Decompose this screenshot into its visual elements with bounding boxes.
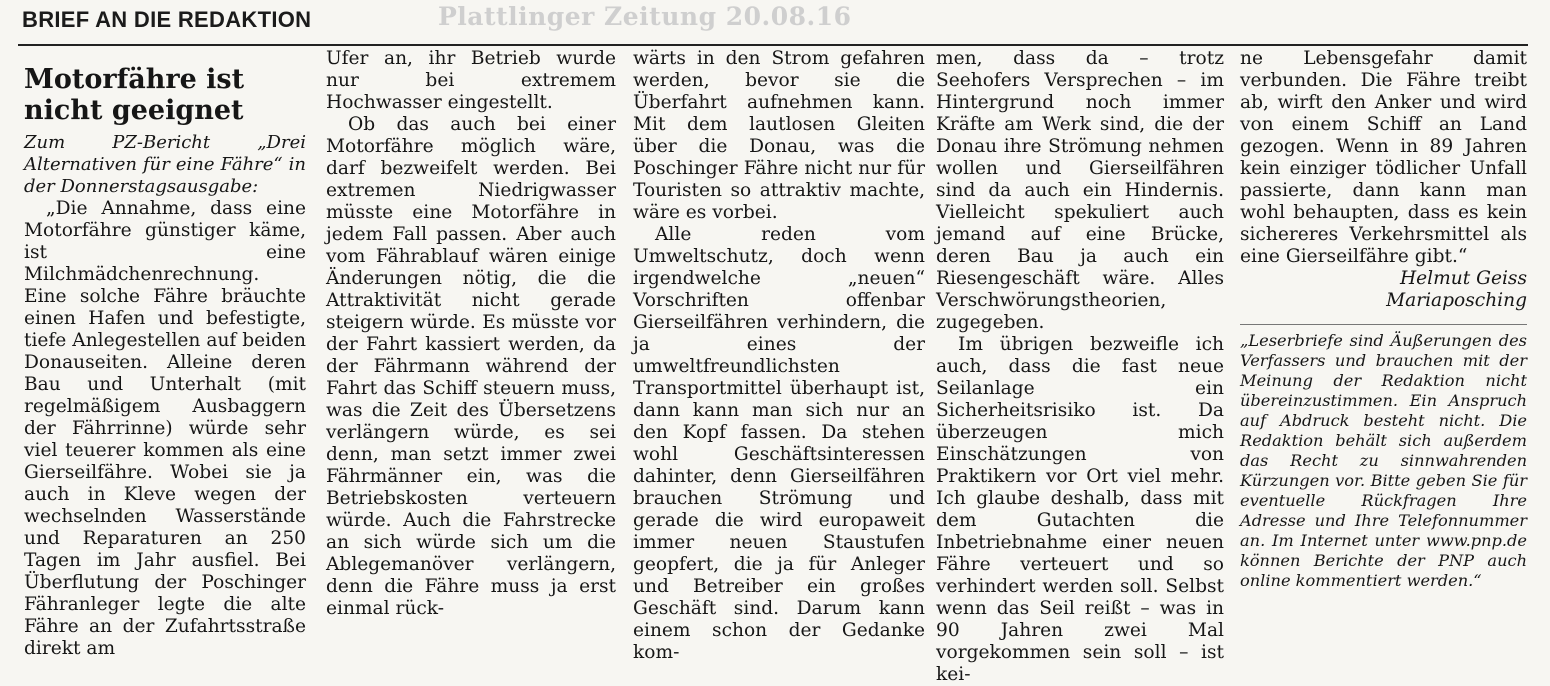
body-paragraph: Ob das auch bei einer Motorfähre möglich wäre, darf bezweifelt werden. Bei extremen Niedrigwasser müsste eine Motorfähre in jedem Fall passen. Aber auch vom Fährablauf wären einige Änderungen nötig, die die Attraktivität nicht gerade steigern würde. Es müsste vor der Fahrt kassiert werden, da der Fährmann während der Fahrt das Schiff steuern muss, was die Zeit des Übersetzens verlängern würde, es sei denn, man setzt immer zwei Fährmänner ein, was die Betriebskosten verteuern würde. Auch die Fahrstrecke an sich würde sich um die Ablegemanöver verlängern, denn die Fähre muss ja erst einmal rück- [326, 114, 616, 619]
article-column-5 [1240, 48, 1527, 591]
source-watermark: Plattlinger Zeitung 20.08.16 [438, 2, 852, 31]
article-column-3 [633, 48, 925, 664]
article-column-4 [936, 48, 1224, 686]
body-paragraph: Alle reden vom Umweltschutz, doch wenn irgendwelche „neuen“ Vorschriften offenbar Gierseilfähren verhindern, die ja eines der umweltfreundlichsten Transportmittel überhaupt ist, dann kann man sich nur an den Kopf fassen. Da stehen wohl Geschäftsinteressen dahinter, denn Gierseilfähren brauchen Strömung und gerade die wird europaweit immer neuen Staustufen geopfert, die ja für Anleger und Betreiber ein großes Geschäft sind. Darum kann einem schon der Gedanke kom- [633, 224, 925, 663]
author-place: Mariaposching [1386, 290, 1527, 311]
disclaimer-rule [1240, 324, 1527, 325]
body-paragraph: men, dass da – trotz Seehofers Versprechen – im Hintergrund noch immer Kräfte am Werk sind, die der Donau ihre Strömung nehmen wollen und Gierseilfähren sind da auch ein Hindernis. Vielleicht spekuliert auch jemand auf eine Brücke, deren Bau ja auch ein Riesengeschäft wäre. Alles Verschwörungstheorien, zugegeben. [936, 48, 1224, 333]
body-paragraph: „Die Annahme, dass eine Motorfähre günstiger käme, ist eine Milchmädchenrechnung. Eine solche Fähre bräuchte einen Hafen und befestigte, tiefe Anlegestellen auf beiden Donauseiten. Alleine deren Bau und Unterhalt (mit regelmäßigem Ausbaggern der Fährrinne) würde sehr viel teuerer kommen als eine Gierseilfähre. Wobei sie ja auch in Kleve wegen der wechselnden Wasserstände und Reparaturen an 250 Tagen im Jahr ausfiel. Bei Überflutung der Poschinger Fähranleger legte die alte Fähre an der Zufahrtsstraße direkt am [24, 198, 306, 659]
headline-line-1: Motorfähre ist [24, 64, 245, 95]
article-column-1 [24, 48, 306, 660]
article-headline [24, 64, 306, 126]
headline-line-2: nicht geeignet [24, 95, 244, 126]
article-intro: Zum PZ-Bericht „Drei Alternativen für eine Fähre“ in der Donnerstagsausgabe: [24, 132, 306, 197]
clipping-header [18, 0, 1528, 44]
body-paragraph: wärts in den Strom gefahren werden, bevor sie die Überfahrt aufnehmen kann. Mit dem lautlosen Gleiten über die Donau, was die Poschinger Fähre nicht nur für Touristen so attraktiv machte, wäre es vorbei. [633, 48, 925, 223]
author-name: Helmut Geiss [1399, 268, 1527, 289]
article-column-2 [326, 48, 616, 620]
disclaimer-note: „Leserbriefe sind Äußerungen des Verfassers und brauchen mit der Meinung der Redaktion nicht übereinzustimmen. Ein Anspruch auf Abdruck besteht nicht. Die Redaktion behält sich außerdem das Recht zu sinnwahrenden Kürzungen vor. Bitte geben Sie für eventuelle Rückfragen Ihre Adresse und Ihre Telefonnummer an. Im Internet unter www.pnp.de können Berichte der PNP auch online kommentiert werden.“ [1240, 331, 1527, 590]
body-paragraph: ne Lebensgefahr damit verbunden. Die Fähre treibt ab, wirft den Anker und wird von einem Schiff an Land gezogen. Wenn in 89 Jahren kein einziger tödlicher Unfall passierte, dann kann man wohl behaupten, dass es kein sichereres Verkehrsmittel als eine Gierseilfähre gibt.“ [1240, 48, 1527, 267]
body-paragraph: Ufer an, ihr Betrieb wurde nur bei extremem Hochwasser eingestellt. [326, 48, 616, 113]
body-paragraph: Im übrigen bezweifle ich auch, dass die fast neue Seilanlage ein Sicherheitsrisiko ist. Da überzeugen mich Einschätzungen von Praktikern vor Ort viel mehr. Ich glaube deshalb, dass mit dem Gutachten die Inbetriebnahme einer neuen Fähre verteuert und so verhindert werden soll. Selbst wenn das Seil reißt – was in 90 Jahren zwei Mal vorgekommen sein soll – ist kei- [936, 334, 1224, 685]
header-rule [18, 44, 1528, 46]
section-label: BRIEF AN DIE REDAKTION [22, 7, 312, 32]
